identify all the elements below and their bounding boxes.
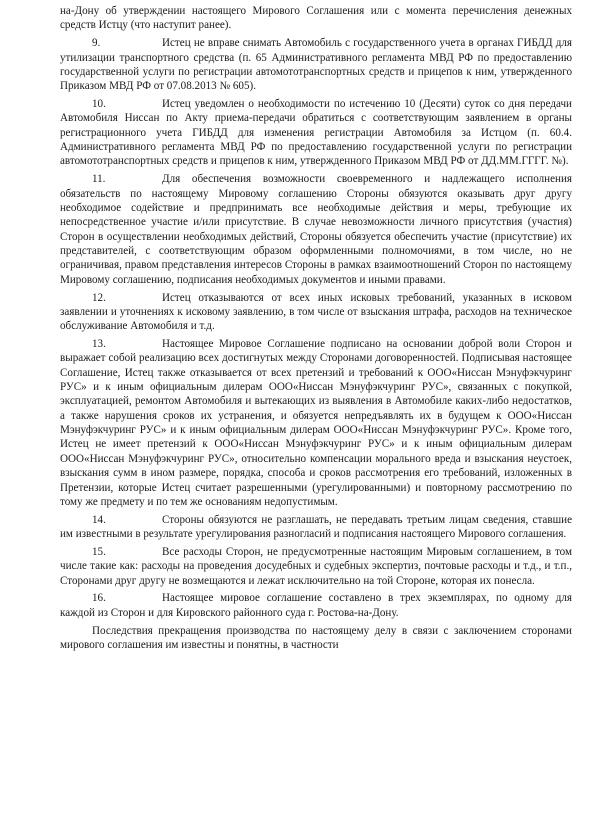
paragraph-number: 14. [92, 513, 106, 526]
paragraph-number: 12. [92, 291, 106, 304]
paragraph-text: Стороны обязуются не разглашать, не передавать третьим лицам сведения, ставшие им известными в результате урегулирования разногласий и подписания настоящего Мирового соглашения. [60, 513, 572, 541]
paragraph-text: Для обеспечения возможности своевременного и надлежащего исполнения обязательств по настоящему Мировому соглашению Стороны обязуются оказывать друг другу необходимое содействие и предпринимать все необходимые действия и меры, требующие их непосредственное участие и/или присутствие. В случае невозможности личного присутствия (участия) Сторон в осуществлении необходимых действий, Стороны обязуется обеспечить участие (присутствие) их представителей, с соответствующим образом оформленными полномочиями, в том числе, но не ограничивая, правом представления интересов Стороны в рамках взаимоотношений Сторон по настоящему Мировому соглашению, подписания необходимых документов и иными правами. [60, 173, 572, 286]
paragraph-15 [60, 545, 572, 588]
paragraph-text: Все расходы Сторон, не предусмотренные настоящим Мировым соглашением, в том числе такие как: расходы на проведения досудебных и судебных экспертиз, почтовые расходы и т.д., и т.п., Сторонами друг другу не возмещаются и лежат исключительно на той Стороне, которая их понесла. [60, 545, 572, 587]
paragraph-consequences [60, 624, 572, 653]
paragraph-14 [60, 513, 572, 542]
paragraph-continuation [60, 4, 572, 33]
paragraph-number: 15. [92, 545, 106, 558]
paragraph-text: Последствия прекращения производства по настоящему делу в связи с заключением сторонами мирового соглашения им известны и понятны, в частности [60, 624, 572, 651]
paragraph-16 [60, 591, 572, 620]
paragraph-text: Истец не вправе снимать Автомобиль с государственного учета в органах ГИБДД для утилизации транспортного средства (п. 65 Административного регламента МВД РФ по предоставлению государственной услуги по регистрации автомототранспортных средств и прицепов к ним, утвержденного Приказом МВД РФ от 07.08.2013 № 605). [60, 37, 572, 93]
paragraph-text: Настоящее Мировое Соглашение подписано на основании доброй воли Сторон и выражает собой реализацию всех достигнутых между Сторонами договоренностей. Подписывая настоящее Соглашение, Истец также отказывается от всех претензий и требований к ООО«Ниссан Мэнуфэкчуринг РУС» и к иным официальным дилерам ООО«Ниссан Мэнуфэкчуринг РУС», связанных с покупкой, эксплуатацией, ремонтом Автомобиля и вытекающих из выявления в Автомобиле каких-либо недостатков, а также нарушения сроков их устранения, и обязуется непредъявлять их в будущем к ООО«Ниссан Мэнуфэкчуринг РУС» и к иным официальным дилерам ООО«Ниссан Мэнуфэкчуринг РУС». Кроме того, Истец не имеет претензий к ООО«Ниссан Мэнуфэкчуринг РУС» и к иным официальным дилерам ООО«Ниссан Мэнуфэкчуринг РУС», относительно компенсации морального вреда и взыскания неустоек, взыскания сумм в ином размере, порядка, способа и сроков рассмотрения его требований, изложенных в Претензии, которые Истец считает разрешенными (урегулированными) и повторному рассмотрению по тому же предмету и по тем же основаниям недопустимым. [60, 338, 572, 508]
paragraph-number: 11. [92, 173, 106, 186]
paragraph-10 [60, 97, 572, 169]
paragraph-text: Настоящее мировое соглашение составлено в трех экземплярах, по одному для каждой из Сторон и для Кировского районного суда г. Ростова-на-Дону. [60, 592, 572, 619]
paragraph-9 [60, 36, 572, 93]
paragraph-11 [60, 172, 572, 287]
paragraph-number: 9. [92, 37, 101, 50]
paragraph-text: Истец уведомлен о необходимости по истечению 10 (Десяти) суток со дня передачи Автомобиля Ниссан по Акту приема-передачи обратиться с соответствующим заявлением в органы регистрационного учета ГИБДД для изменения регистрации Автомобиля за Истцом (п. 60.4. Административного регламента МВД РФ по предоставлению государственной услуги по регистрации автомототранспортных средств и прицепов к ним, утвержденного Приказом МВД РФ от ДД.ММ.ГГГГ. №). [60, 98, 572, 168]
paragraph-number: 13. [92, 338, 106, 351]
paragraph-text: Истец отказываются от всех иных исковых требований, указанных в исковом заявлении и уточнениях к исковому заявлению, в том числе от взыскания штрафа, расходов на техническое обслуживание Автомобиля и т.д. [60, 291, 572, 333]
paragraph-number: 16. [92, 592, 106, 605]
paragraph-number: 10. [92, 98, 106, 111]
paragraph-12 [60, 291, 572, 334]
paragraph-13 [60, 337, 572, 509]
paragraph-text: на-Дону об утверждении настоящего Мирового Соглашения или с момента перечисления денежных средств Истцу (что наступит ранее). [60, 5, 572, 32]
